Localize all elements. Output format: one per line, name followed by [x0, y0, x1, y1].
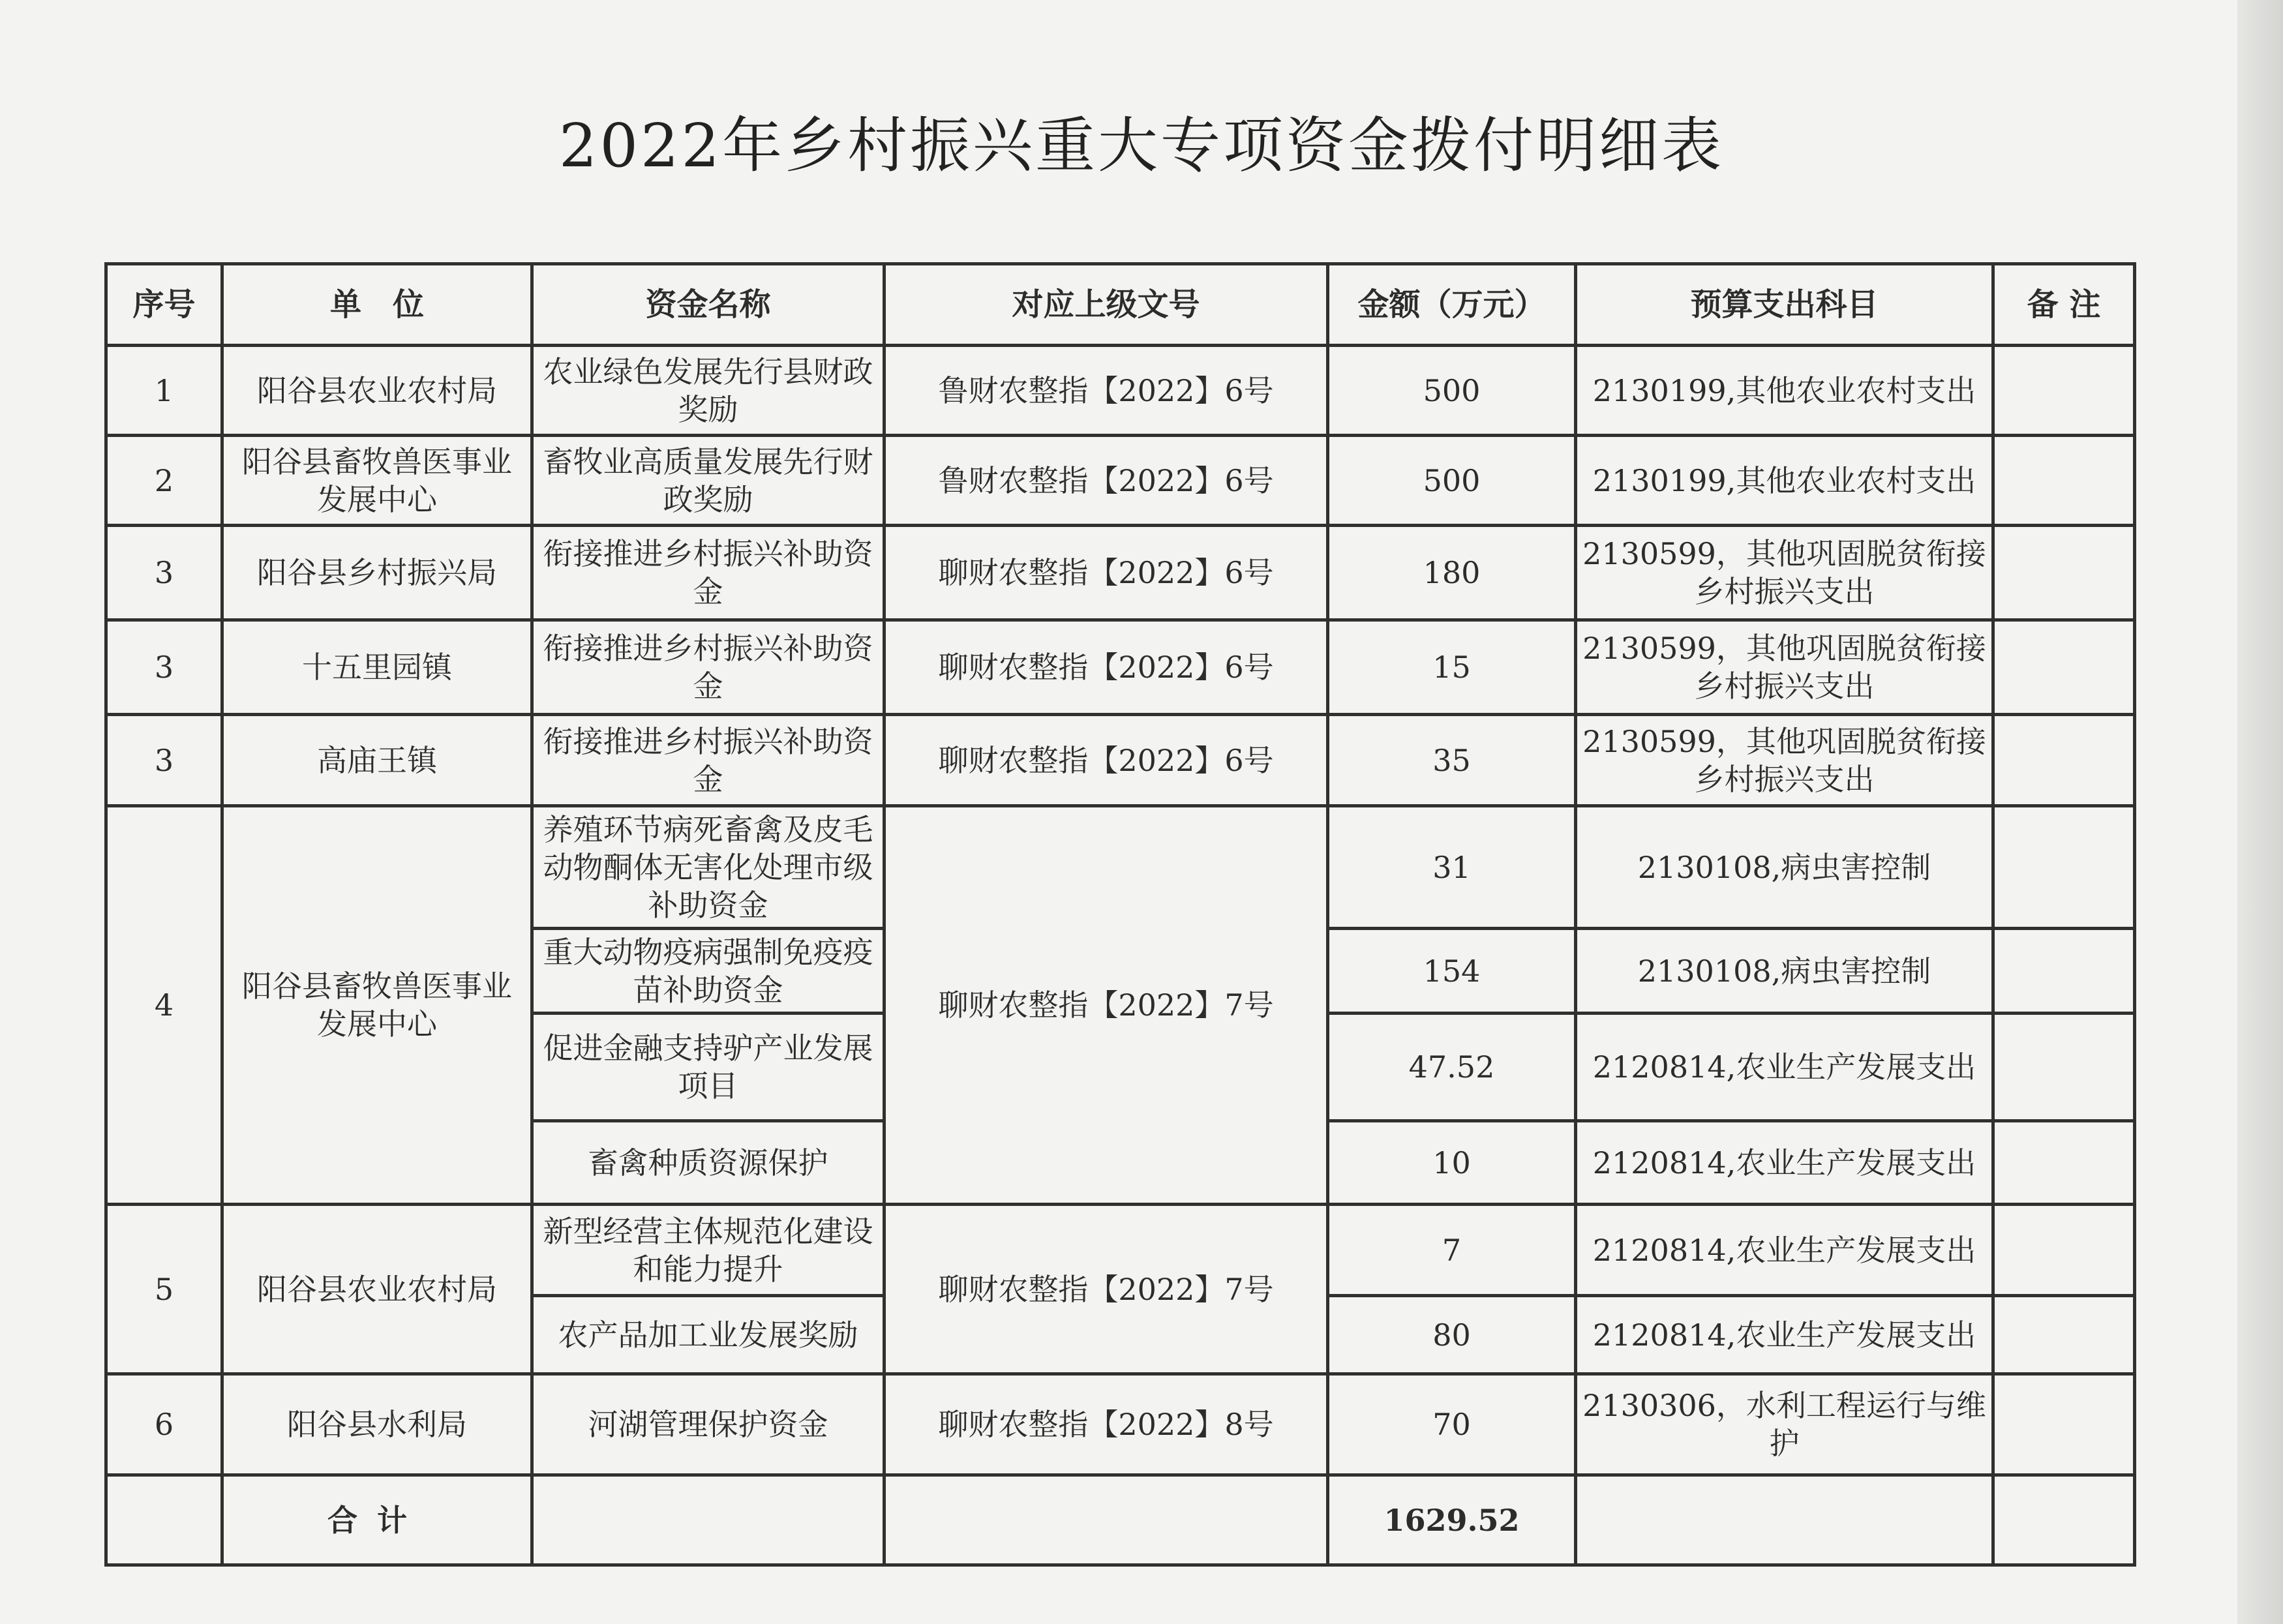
- cell-remark: [1993, 715, 2135, 806]
- cell-doc-no: [884, 1475, 1328, 1565]
- cell-seq: 3: [106, 526, 222, 620]
- cell-doc-no: 聊财农整指【2022】7号: [884, 1205, 1328, 1374]
- cell-remark: [1993, 346, 2135, 436]
- cell-seq: 5: [106, 1205, 222, 1374]
- cell-remark: [1993, 1475, 2135, 1565]
- cell-budget-item: 2130599，其他巩固脱贫衔接乡村振兴支出: [1576, 620, 1993, 715]
- cell-amount: 10: [1328, 1121, 1576, 1205]
- cell-remark: [1993, 929, 2135, 1014]
- cell-remark: [1993, 436, 2135, 526]
- cell-budget-item: 2130199,其他农业农村支出: [1576, 436, 1993, 526]
- cell-fund-name: [532, 1475, 884, 1565]
- cell-amount: 70: [1328, 1374, 1576, 1475]
- cell-budget-item: 2130108,病虫害控制: [1576, 929, 1993, 1014]
- cell-budget-item: 2120814,农业生产发展支出: [1576, 1014, 1993, 1121]
- table-row: [106, 1374, 2135, 1475]
- cell-budget-item: 2120814,农业生产发展支出: [1576, 1205, 1993, 1296]
- cell-unit: 阳谷县农业农村局: [222, 1205, 532, 1374]
- cell-seq: 3: [106, 715, 222, 806]
- cell-amount: 154: [1328, 929, 1576, 1014]
- cell-unit: 阳谷县乡村振兴局: [222, 526, 532, 620]
- table-row: [106, 1205, 2135, 1296]
- header-unit: 单 位: [222, 264, 532, 346]
- total-amount: 1629.52: [1328, 1475, 1576, 1565]
- cell-amount: 180: [1328, 526, 1576, 620]
- table-row: [106, 346, 2135, 436]
- cell-seq: 4: [106, 806, 222, 1205]
- cell-fund-name: 衔接推进乡村振兴补助资金: [532, 620, 884, 715]
- cell-amount: 80: [1328, 1296, 1576, 1374]
- cell-remark: [1993, 526, 2135, 620]
- cell-unit: 高庙王镇: [222, 715, 532, 806]
- document-title: 2022年乡村振兴重大专项资金拨付明细表: [558, 111, 1725, 181]
- table-row: [106, 620, 2135, 715]
- cell-fund-name: 畜禽种质资源保护: [532, 1121, 884, 1205]
- cell-budget-item: 2120814,农业生产发展支出: [1576, 1121, 1993, 1205]
- cell-unit: 阳谷县水利局: [222, 1374, 532, 1475]
- cell-budget-item: 2130199,其他农业农村支出: [1576, 346, 1993, 436]
- cell-doc-no: 鲁财农整指【2022】6号: [884, 436, 1328, 526]
- header-budget-item: 预算支出科目: [1576, 264, 1993, 346]
- cell-amount: 47.52: [1328, 1014, 1576, 1121]
- cell-fund-name: 养殖环节病死畜禽及皮毛动物酮体无害化处理市级补助资金: [532, 806, 884, 929]
- cell-budget-item: [1576, 1475, 1993, 1565]
- cell-fund-name: 农业绿色发展先行县财政奖励: [532, 346, 884, 436]
- cell-fund-name: 农产品加工业发展奖励: [532, 1296, 884, 1374]
- cell-unit: 阳谷县农业农村局: [222, 346, 532, 436]
- cell-remark: [1993, 806, 2135, 929]
- cell-seq: 2: [106, 436, 222, 526]
- cell-amount: 15: [1328, 620, 1576, 715]
- cell-amount: 500: [1328, 346, 1576, 436]
- cell-seq: [106, 1475, 222, 1565]
- cell-seq: 3: [106, 620, 222, 715]
- header-row: [106, 264, 2135, 346]
- cell-amount: 35: [1328, 715, 1576, 806]
- table-row: [106, 436, 2135, 526]
- page-edge: [2237, 0, 2283, 1624]
- cell-fund-name: 河湖管理保护资金: [532, 1374, 884, 1475]
- cell-amount: 31: [1328, 806, 1576, 929]
- allocation-table: [104, 262, 2136, 1567]
- cell-remark: [1993, 1121, 2135, 1205]
- header-remark: 备 注: [1993, 264, 2135, 346]
- cell-amount: 500: [1328, 436, 1576, 526]
- cell-budget-item: 2130306，水利工程运行与维护: [1576, 1374, 1993, 1475]
- cell-budget-item: 2120814,农业生产发展支出: [1576, 1296, 1993, 1374]
- cell-fund-name: 衔接推进乡村振兴补助资金: [532, 715, 884, 806]
- cell-unit: 十五里园镇: [222, 620, 532, 715]
- cell-remark: [1993, 1296, 2135, 1374]
- cell-seq: 1: [106, 346, 222, 436]
- cell-amount: 7: [1328, 1205, 1576, 1296]
- cell-budget-item: 2130599，其他巩固脱贫衔接乡村振兴支出: [1576, 526, 1993, 620]
- cell-remark: [1993, 1374, 2135, 1475]
- cell-fund-name: 畜牧业高质量发展先行财政奖励: [532, 436, 884, 526]
- cell-doc-no: 聊财农整指【2022】8号: [884, 1374, 1328, 1475]
- cell-fund-name: 衔接推进乡村振兴补助资金: [532, 526, 884, 620]
- cell-budget-item: 2130108,病虫害控制: [1576, 806, 1993, 929]
- cell-unit: 阳谷县畜牧兽医事业发展中心: [222, 436, 532, 526]
- header-fund-name: 资金名称: [532, 264, 884, 346]
- cell-doc-no: 聊财农整指【2022】7号: [884, 806, 1328, 1205]
- cell-budget-item: 2130599，其他巩固脱贫衔接乡村振兴支出: [1576, 715, 1993, 806]
- cell-doc-no: 聊财农整指【2022】6号: [884, 620, 1328, 715]
- cell-doc-no: 聊财农整指【2022】6号: [884, 526, 1328, 620]
- header-doc-no: 对应上级文号: [884, 264, 1328, 346]
- cell-remark: [1993, 620, 2135, 715]
- total-row: [106, 1475, 2135, 1565]
- cell-remark: [1993, 1205, 2135, 1296]
- table-row: [106, 526, 2135, 620]
- cell-fund-name: 新型经营主体规范化建设和能力提升: [532, 1205, 884, 1296]
- cell-unit: 阳谷县畜牧兽医事业发展中心: [222, 806, 532, 1205]
- header-seq: 序号: [106, 264, 222, 346]
- cell-remark: [1993, 1014, 2135, 1121]
- cell-fund-name: 重大动物疫病强制免疫疫苗补助资金: [532, 929, 884, 1014]
- cell-doc-no: 鲁财农整指【2022】6号: [884, 346, 1328, 436]
- cell-fund-name: 促进金融支持驴产业发展项目: [532, 1014, 884, 1121]
- table-row: [106, 715, 2135, 806]
- total-label: 合计: [222, 1475, 532, 1565]
- header-amount: 金额（万元）: [1328, 264, 1576, 346]
- cell-seq: 6: [106, 1374, 222, 1475]
- table-row: [106, 806, 2135, 929]
- cell-doc-no: 聊财农整指【2022】6号: [884, 715, 1328, 806]
